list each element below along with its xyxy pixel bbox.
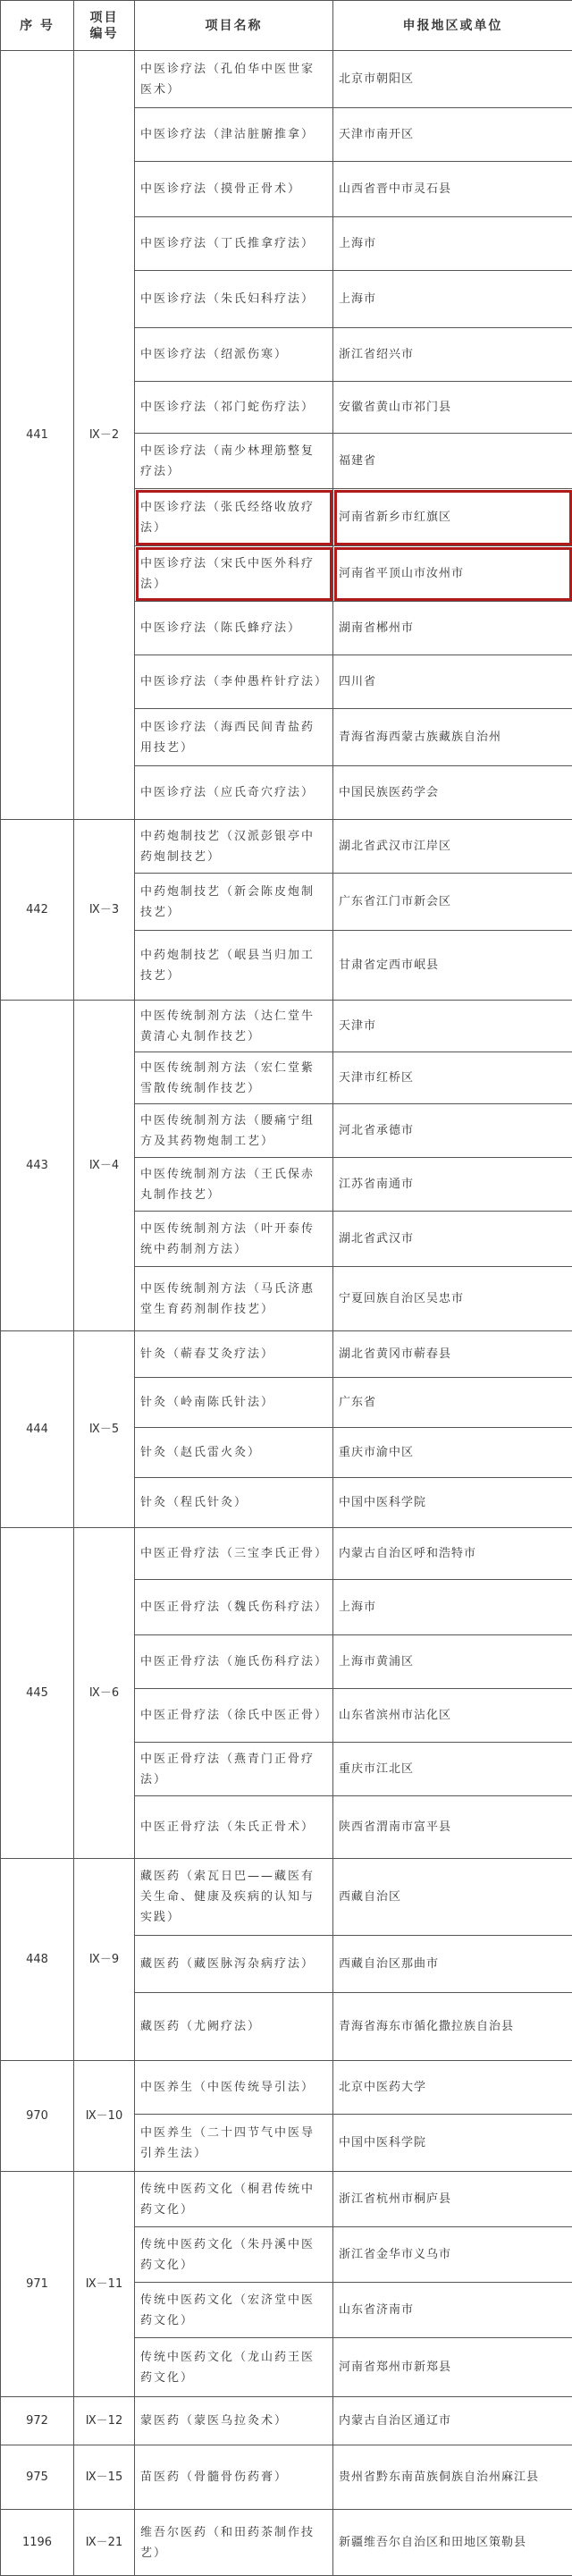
applicant-area-cell: 天津市南开区 — [333, 108, 572, 162]
table-row — [1, 2061, 572, 2115]
project-code-cell: Ⅸ－12 — [74, 2397, 135, 2445]
applicant-area-cell: 中国民族医药学会 — [333, 766, 572, 820]
applicant-area-cell: 上海市黄浦区 — [333, 1635, 572, 1689]
project-name-cell: 中药炮制技艺（新会陈皮炮制技艺） — [135, 874, 333, 931]
table-row — [1, 2445, 572, 2510]
serial-number-cell: 442 — [1, 820, 74, 1001]
applicant-area-cell: 重庆市渝中区 — [333, 1428, 572, 1478]
applicant-area-cell: 河北省承德市 — [333, 1104, 572, 1158]
highlighted-project-name-cell: 中医诊疗法（张氏经络收放疗法） — [135, 489, 333, 546]
applicant-area-cell: 上海市 — [333, 1580, 572, 1635]
project-name-cell: 中医正骨疗法（朱氏正骨术） — [135, 1796, 333, 1859]
applicant-area-cell: 四川省 — [333, 655, 572, 709]
project-name-cell: 中医诊疗法（祁门蛇伤疗法） — [135, 382, 333, 434]
project-name-cell: 中医传统制剂方法（马氏济惠堂生育药剂制作技艺） — [135, 1267, 333, 1331]
project-code-cell: Ⅸ－10 — [74, 2061, 135, 2172]
project-name-cell: 中医诊疗法（海西民间青盐药用技艺） — [135, 709, 333, 766]
applicant-area-cell: 山西省晋中市灵石县 — [333, 162, 572, 217]
project-name-cell: 中医正骨疗法（三宝李氏正骨） — [135, 1528, 333, 1580]
applicant-area-cell: 甘肃省定西市岷县 — [333, 931, 572, 1001]
project-name-cell: 中医诊疗法（津沽脏腑推拿） — [135, 108, 333, 162]
project-name-cell: 藏医药（藏医脉泻杂病疗法） — [135, 1936, 333, 1993]
project-name-cell: 针灸（赵氏雷火灸） — [135, 1428, 333, 1478]
serial-number-cell: 443 — [1, 1001, 74, 1331]
project-name-cell: 中医诊疗法（摸骨正骨术） — [135, 162, 333, 217]
applicant-area-cell: 天津市红桥区 — [333, 1052, 572, 1104]
applicant-area-cell: 中国中医科学院 — [333, 1478, 572, 1528]
applicant-area-cell: 山东省滨州市沾化区 — [333, 1689, 572, 1743]
applicant-area-cell: 湖北省武汉市 — [333, 1212, 572, 1267]
project-code-cell: Ⅸ－9 — [74, 1859, 135, 2061]
project-name-cell: 中医诊疗法（南少林理筋整复疗法） — [135, 434, 333, 489]
applicant-area-cell: 中国中医科学院 — [333, 2115, 572, 2172]
serial-number-cell: 970 — [1, 2061, 74, 2172]
project-name-cell: 中医诊疗法（丁氏推拿疗法） — [135, 217, 333, 271]
header-project-code — [74, 1, 135, 51]
serial-number-cell: 441 — [1, 51, 74, 820]
project-code-cell: Ⅸ－5 — [74, 1331, 135, 1528]
applicant-area-cell: 河南省郑州市新郑县 — [333, 2338, 572, 2397]
project-name-cell: 中医诊疗法（孔伯华中医世家医术） — [135, 51, 333, 108]
header-project-name: 项目名称 — [135, 1, 333, 51]
project-name-cell: 中医养生（中医传统导引法） — [135, 2061, 333, 2115]
applicant-area-cell: 重庆市江北区 — [333, 1743, 572, 1796]
applicant-area-cell: 青海省海西蒙古族藏族自治州 — [333, 709, 572, 766]
applicant-area-cell: 北京中医药大学 — [333, 2061, 572, 2115]
project-name-cell: 蒙医药（蒙医乌拉灸术） — [135, 2397, 333, 2445]
applicant-area-cell: 浙江省绍兴市 — [333, 328, 572, 382]
project-name-cell: 中医传统制剂方法（叶开泰传统中药制剂方法） — [135, 1212, 333, 1267]
table-row — [1, 1859, 572, 1936]
highlighted-project-name-cell: 中医诊疗法（宋氏中医外科疗法） — [135, 546, 333, 602]
project-name-cell: 中医传统制剂方法（王氏保赤丸制作技艺） — [135, 1158, 333, 1212]
table-row — [1, 2397, 572, 2445]
applicant-area-cell: 青海省海东市循化撒拉族自治县 — [333, 1993, 572, 2061]
highlighted-applicant-area-cell: 河南省新乡市红旗区 — [333, 489, 572, 546]
serial-number-cell: 975 — [1, 2445, 74, 2510]
header-applicant-area: 申报地区或单位 — [333, 1, 572, 51]
applicant-area-cell: 北京市朝阳区 — [333, 51, 572, 108]
applicant-area-cell: 上海市 — [333, 217, 572, 271]
table-row — [1, 820, 572, 874]
project-code-cell: Ⅸ－3 — [74, 820, 135, 1001]
project-name-cell: 中医正骨疗法（魏氏伤科疗法） — [135, 1580, 333, 1635]
applicant-area-cell: 浙江省金华市义乌市 — [333, 2227, 572, 2283]
project-code-cell: Ⅸ－4 — [74, 1001, 135, 1331]
applicant-area-cell: 天津市 — [333, 1001, 572, 1052]
project-name-cell: 维吾尔医药（和田药茶制作技艺） — [135, 2510, 333, 2576]
applicant-area-cell: 山东省济南市 — [333, 2283, 572, 2338]
applicant-area-cell: 内蒙古自治区呼和浩特市 — [333, 1528, 572, 1580]
project-name-cell: 中医诊疗法（李仲愚杵针疗法） — [135, 655, 333, 709]
applicant-area-cell: 福建省 — [333, 434, 572, 489]
serial-number-cell: 444 — [1, 1331, 74, 1528]
project-code-cell: Ⅸ－15 — [74, 2445, 135, 2510]
project-name-cell: 中医诊疗法（绍派伤寒） — [135, 328, 333, 382]
table-row — [1, 2510, 572, 2576]
project-name-cell: 藏医药（尤阙疗法） — [135, 1993, 333, 2061]
table-row — [1, 1528, 572, 1580]
applicant-area-cell: 宁夏回族自治区吴忠市 — [333, 1267, 572, 1331]
serial-number-cell: 445 — [1, 1528, 74, 1859]
table-row — [1, 1331, 572, 1378]
project-name-cell: 中医正骨疗法（施氏伤科疗法） — [135, 1635, 333, 1689]
table-body — [1, 51, 572, 2576]
project-name-cell: 传统中医药文化（桐君传统中药文化） — [135, 2172, 333, 2227]
project-name-cell: 中医正骨疗法（燕青门正骨疗法） — [135, 1743, 333, 1796]
applicant-area-cell: 西藏自治区 — [333, 1859, 572, 1936]
project-code-cell: Ⅸ－6 — [74, 1528, 135, 1859]
applicant-area-cell: 西藏自治区那曲市 — [333, 1936, 572, 1993]
applicant-area-cell: 湖北省黄冈市蕲春县 — [333, 1331, 572, 1378]
header-serial-number: 序 号 — [1, 1, 74, 51]
project-code-cell: Ⅸ－21 — [74, 2510, 135, 2576]
project-name-cell: 传统中医药文化（朱丹溪中医药文化） — [135, 2227, 333, 2283]
table-row — [1, 1001, 572, 1052]
project-name-cell: 针灸（岭南陈氏针法） — [135, 1378, 333, 1428]
applicant-area-cell: 广东省江门市新会区 — [333, 874, 572, 931]
project-name-cell: 苗医药（骨髓骨伤药膏） — [135, 2445, 333, 2510]
applicant-area-cell: 贵州省黔东南苗族侗族自治州麻江县 — [333, 2445, 572, 2510]
project-name-cell: 传统中医药文化（龙山药王医药文化） — [135, 2338, 333, 2397]
serial-number-cell: 972 — [1, 2397, 74, 2445]
project-name-cell: 针灸（蕲春艾灸疗法） — [135, 1331, 333, 1378]
serial-number-cell: 1196 — [1, 2510, 74, 2576]
applicant-area-cell: 上海市 — [333, 271, 572, 328]
project-name-cell: 中医诊疗法（朱氏妇科疗法） — [135, 271, 333, 328]
project-name-cell: 中医传统制剂方法（腰痛宁组方及其药物炮制工艺） — [135, 1104, 333, 1158]
project-code-cell: Ⅸ－11 — [74, 2172, 135, 2397]
applicant-area-cell: 浙江省杭州市桐庐县 — [333, 2172, 572, 2227]
applicant-area-cell: 广东省 — [333, 1378, 572, 1428]
project-name-cell: 中医正骨疗法（徐氏中医正骨） — [135, 1689, 333, 1743]
table-row — [1, 2172, 572, 2227]
project-name-cell: 中医诊疗法（应氏奇穴疗法） — [135, 766, 333, 820]
highlighted-applicant-area-cell: 河南省平顶山市汝州市 — [333, 546, 572, 602]
applicant-area-cell: 湖北省武汉市江岸区 — [333, 820, 572, 874]
applicant-area-cell: 陕西省渭南市富平县 — [333, 1796, 572, 1859]
project-name-cell: 中医养生（二十四节气中医导引养生法） — [135, 2115, 333, 2172]
project-code-cell: Ⅸ－2 — [74, 51, 135, 820]
project-name-cell: 中药炮制技艺（汉派彭银亭中药炮制技艺） — [135, 820, 333, 874]
project-name-cell: 中医传统制剂方法（宏仁堂紫雪散传统制作技艺） — [135, 1052, 333, 1104]
project-name-cell: 针灸（程氏针灸） — [135, 1478, 333, 1528]
header-project-code-text: 项目 编号 — [90, 11, 119, 41]
project-name-cell: 中医诊疗法（陈氏蜂疗法） — [135, 602, 333, 655]
serial-number-cell: 971 — [1, 2172, 74, 2397]
applicant-area-cell: 新疆维吾尔自治区和田地区策勒县 — [333, 2510, 572, 2576]
applicant-area-cell: 江苏省南通市 — [333, 1158, 572, 1212]
applicant-area-cell: 湖南省郴州市 — [333, 602, 572, 655]
applicant-area-cell: 安徽省黄山市祁门县 — [333, 382, 572, 434]
project-name-cell: 藏医药（索瓦日巴——藏医有关生命、健康及疾病的认知与实践） — [135, 1859, 333, 1936]
serial-number-cell: 448 — [1, 1859, 74, 2061]
project-name-cell: 中医传统制剂方法（达仁堂牛黄清心丸制作技艺） — [135, 1001, 333, 1052]
applicant-area-cell: 内蒙古自治区通辽市 — [333, 2397, 572, 2445]
table-row — [1, 51, 572, 108]
project-name-cell: 中药炮制技艺（岷县当归加工技艺） — [135, 931, 333, 1001]
table-header-row — [1, 1, 572, 51]
project-name-cell: 传统中医药文化（宏济堂中医药文化） — [135, 2283, 333, 2338]
